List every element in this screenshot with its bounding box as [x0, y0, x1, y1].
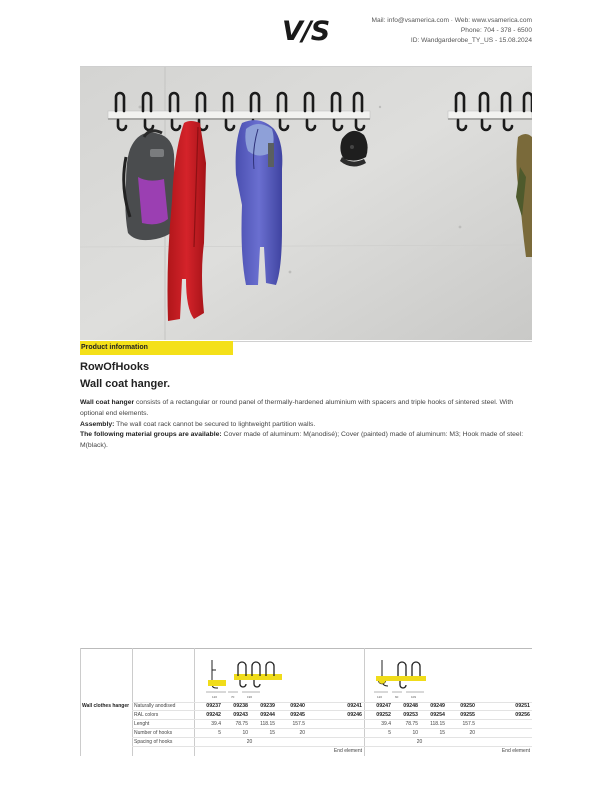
desc-lead-3: The following material groups are available:: [80, 431, 222, 439]
length-value: 157.5: [462, 721, 475, 727]
article-number: 09249: [430, 703, 445, 709]
spacing-value: 20: [416, 739, 423, 745]
contact-block: [372, 16, 532, 46]
attr-hooks: Number of hooks: [134, 730, 173, 736]
length-value: 39.4: [381, 721, 391, 727]
hooks-value: 15: [269, 730, 275, 736]
row-group-label: Wall clothes hanger: [82, 703, 130, 709]
contact-phone: Phone: 704 - 378 - 6500: [460, 27, 532, 34]
length-value: 78.75: [235, 721, 248, 727]
hooks-value: 5: [388, 730, 391, 736]
hooks-value: 10: [242, 730, 248, 736]
article-number: 09239: [260, 703, 275, 709]
hooks-value: 20: [469, 730, 475, 736]
article-number: 09254: [430, 712, 445, 718]
hooks-value: 20: [299, 730, 305, 736]
vs-logo: V/S: [282, 16, 330, 47]
contact-mail[interactable]: Mail: info@vsamerica.com · Web: www.vsamerica.com: [371, 17, 532, 24]
article-number: 09250: [460, 703, 475, 709]
svg-text:196: 196: [247, 695, 253, 699]
length-value: 118.15: [260, 721, 275, 727]
hooks-value: 5: [218, 730, 221, 736]
article-number: 09252: [376, 712, 391, 718]
article-number: 09243: [233, 712, 248, 718]
section-badge: Product information: [80, 341, 233, 355]
svg-text:120: 120: [377, 695, 383, 699]
article-number: 09245: [290, 712, 305, 718]
hooks-value: 15: [439, 730, 445, 736]
desc-text-2: The wall coat rack cannot be secured to lightweight partition walls.: [114, 420, 316, 428]
end-element-number: 09256: [515, 712, 530, 718]
length-value: 118.15: [430, 721, 445, 727]
end-element-number: 09241: [347, 703, 362, 709]
article-number: 09248: [403, 703, 418, 709]
product-tagline: Wall coat hanger.: [80, 378, 171, 390]
product-description: [80, 398, 532, 452]
length-value: 39.4: [211, 721, 221, 727]
end-element-label: End element: [333, 748, 362, 754]
attr-ral: RAL colors: [134, 712, 159, 718]
document-id: ID: Wandgarderobe_TY_US - 15.08.2024: [410, 37, 532, 44]
article-number: 09247: [376, 703, 391, 709]
article-number: 09244: [260, 712, 275, 718]
article-number: 09237: [206, 703, 221, 709]
spacing-value: 20: [246, 739, 253, 745]
desc-lead-1: Wall coat hanger: [80, 399, 135, 406]
end-element-number: 09246: [347, 712, 362, 718]
desc-lead-2: Assembly:: [80, 420, 115, 428]
desc-text-3: Cover made of aluminum: M(anodisé); Cover (painted) made of aluminum: M3; Hook made of steel: M(black).: [80, 431, 524, 450]
article-number: 09242: [206, 712, 221, 718]
technical-drawing-left: [198, 654, 288, 700]
article-number: 09255: [460, 712, 475, 718]
svg-text:70: 70: [231, 695, 235, 699]
length-value: 157.5: [292, 721, 305, 727]
spec-table: [80, 648, 532, 756]
article-number: 09240: [290, 703, 305, 709]
svg-text:109: 109: [411, 695, 417, 699]
end-element-number: 09251: [515, 703, 530, 709]
article-number: 09253: [403, 712, 418, 718]
desc-paragraph-3: [80, 430, 532, 452]
attr-spacing: Spacing of hooks: [134, 739, 173, 745]
product-photo: [80, 67, 532, 340]
article-number: 09238: [233, 703, 248, 709]
technical-drawing-right: [368, 654, 458, 700]
attr-anodised: Naturally anodised: [134, 703, 176, 709]
svg-text:120: 120: [212, 695, 218, 699]
svg-text:60: 60: [395, 695, 399, 699]
length-value: 78.75: [405, 721, 418, 727]
hooks-value: 10: [412, 730, 418, 736]
desc-paragraph-2: [80, 420, 532, 431]
desc-paragraph-1: [80, 398, 532, 420]
product-name: RowOfHooks: [80, 361, 150, 373]
attr-length: Lenght: [134, 721, 150, 727]
desc-text-1: consists of a rectangular or round panel of thermally-hardened aluminium with spacers and triple hooks of sintered steel. With optional end elements.: [80, 399, 514, 417]
end-element-label: End element: [501, 748, 530, 754]
